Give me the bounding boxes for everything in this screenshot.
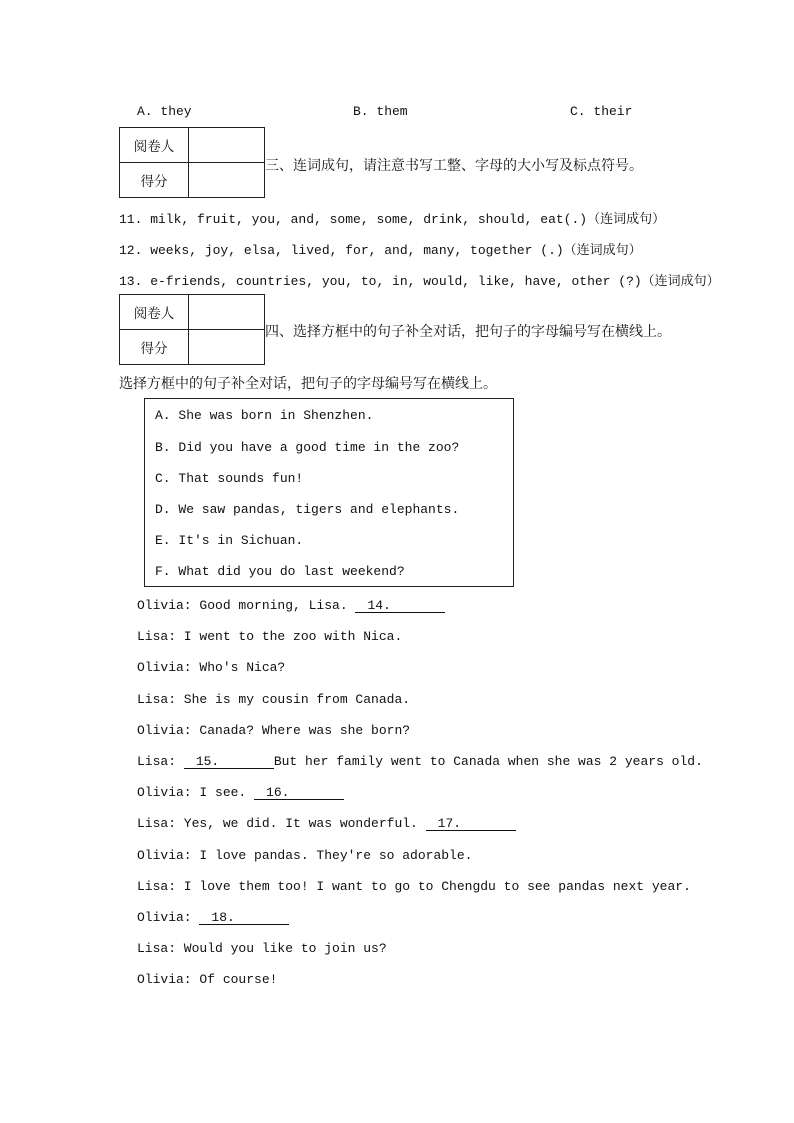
dialogue-line: Olivia: Who's Nica? [137,660,286,675]
blank-16[interactable]: 16. [254,786,344,800]
question-12: 12. weeks, joy, elsa, lived, for, and, many, together (.)（连词成句） [119,243,642,258]
option-b: B. them [353,104,408,119]
blank-18[interactable]: 18. [199,911,289,925]
dialogue-line: Lisa: I went to the zoo with Nica. [137,629,403,644]
dialogue-line: Lisa: I love them too! I want to go to Chengdu to see pandas next year. [137,879,691,894]
dialogue-text: Lisa: [137,754,184,769]
dialogue-line: Olivia: Canada? Where was she born? [137,723,411,738]
reviewer-cell[interactable] [189,128,265,163]
blank-15[interactable]: 15. [184,755,274,769]
score-table-section3 [119,127,265,198]
dialogue-line: Lisa: Would you like to join us? [137,941,387,956]
option-a-sentence: A. She was born in Shenzhen. [155,408,374,423]
dialogue-text: Olivia: I see. [137,785,255,800]
score-cell[interactable] [189,330,265,365]
dialogue-line [137,598,445,613]
reviewer-label: 阅卷人 [120,128,189,163]
dialogue-line [137,910,289,925]
score-label: 得分 [120,163,189,198]
dialogue-line [137,754,703,769]
option-c: C. their [570,104,633,119]
dialogue-text: Olivia: Good morning, Lisa. [137,598,356,613]
reviewer-label: 阅卷人 [120,295,189,330]
dialogue-line: Olivia: Of course! [137,972,278,987]
dialogue-text: But her family went to Canada when she was 2 years old. [273,754,703,769]
options-box [144,398,514,587]
section4-instruction: 选择方框中的句子补全对话，把句子的字母编号写在横线上。 [119,376,497,392]
score-cell[interactable] [189,163,265,198]
dialogue-line: Lisa: She is my cousin from Canada. [137,692,411,707]
dialogue-line [137,816,516,831]
option-a: A. they [137,104,192,119]
blank-17[interactable]: 17. [426,817,516,831]
question-11: 11. milk, fruit, you, and, some, some, drink, should, eat(.)（连词成句） [119,212,666,227]
dialogue-line [137,785,344,800]
dialogue-line: Olivia: I love pandas. They're so adorable. [137,848,473,863]
question-13: 13. e-friends, countries, you, to, in, would, like, have, other (?)（连词成句） [119,274,720,289]
blank-14[interactable]: 14. [355,599,445,613]
option-d-sentence: D. We saw pandas, tigers and elephants. [155,502,460,517]
option-f-sentence: F. What did you do last weekend? [155,564,405,579]
dialogue-text: Lisa: Yes, we did. It was wonderful. [137,816,426,831]
section4-title: 四、选择方框中的句子补全对话，把句子的字母编号写在横线上。 [265,324,671,340]
score-label: 得分 [120,330,189,365]
reviewer-cell[interactable] [189,295,265,330]
option-c-sentence: C. That sounds fun! [155,471,304,486]
section3-title: 三、连词成句，请注意书写工整、字母的大小写及标点符号。 [265,158,643,174]
score-table-section4 [119,294,265,365]
dialogue-text: Olivia: [137,910,200,925]
option-e-sentence: E. It's in Sichuan. [155,533,304,548]
option-b-sentence: B. Did you have a good time in the zoo? [155,440,460,455]
